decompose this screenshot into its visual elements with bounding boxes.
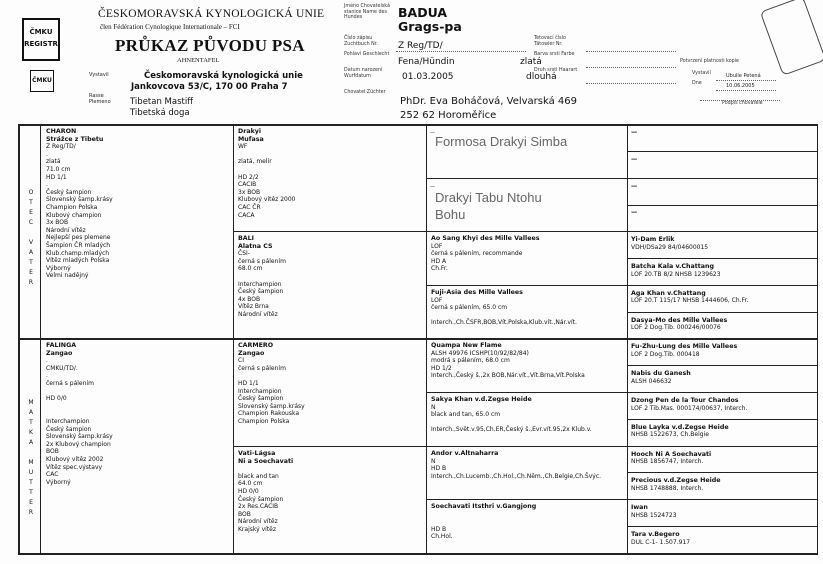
gen3-dash-2: — (430, 184, 435, 190)
side-letter: K (29, 429, 33, 436)
side-letter: E (29, 209, 33, 216)
grandsire-paternal-cell (238, 128, 424, 229)
detail-line: NHSB 1522673, Ch.Belgie (631, 431, 709, 439)
issuer-label: Vystavil (89, 72, 109, 78)
side-letter: T (29, 419, 33, 426)
gen4-ancestor-name: Dzong Pen de la Tour Chandos (631, 397, 739, 404)
gen4-ancestor-name: Hooch Ni A Soechavati (631, 450, 712, 458)
detail-line: Český šampion (238, 288, 284, 296)
detail-line: HD 2/2 (238, 173, 259, 181)
great-grandparent-cell (431, 503, 624, 553)
valid-copy-label: Potvrzení platnosti kopie (680, 59, 739, 64)
detail-line: Interch.,Ch.Lucemb.,Ch.Hol.,Ch.Něm.,Ch.Belgie,Ch.Švýc. (431, 472, 602, 480)
gen4-ancestor-name: Iwan (631, 504, 648, 512)
document-title: PRŮKAZ PŮVODU PSA (115, 36, 305, 55)
side-letter: R (28, 279, 34, 286)
gen4-ancestor-cell (631, 317, 815, 339)
detail-line (238, 166, 424, 174)
gen4-ancestor-cell (631, 263, 815, 285)
detail-line: 3x BOB (46, 219, 69, 227)
issuer-line-2: Jankovcova 53/C, 170 00 Praha 7 (131, 82, 288, 92)
registration-number: Z Reg/TD/ (398, 41, 443, 51)
detail-line: NHSB 1856747, Interch. (631, 458, 704, 466)
grandsire-paternal-name: Drakyi (238, 128, 262, 135)
side-letter: M (28, 399, 34, 406)
breeder-line-1: PhDr. Eva Boháčová, Velvarská 469 (400, 96, 577, 107)
sire-details (46, 143, 230, 280)
name-label: Jméno Chovatelská stanice Name des Hundes (344, 4, 390, 20)
detail-line: Český šampion (238, 395, 284, 403)
detail-line (431, 511, 624, 519)
grandsire-paternal-kennel: Mufasa (238, 135, 264, 143)
detail-line: Národní vítěz (238, 310, 278, 318)
sex-value: Fena/Hündin (398, 57, 455, 67)
detail-line: CAC ČR (238, 203, 261, 211)
side-letter: E (29, 269, 33, 276)
detail-line: Vítěz Brna (238, 303, 269, 311)
gen4-ancestor-cell (631, 451, 815, 473)
detail-line: HD 1/1 (46, 173, 67, 181)
gen4-ancestor-name: Blue Layka v.d.Zegse Heide (631, 423, 729, 431)
detail-line: . (46, 372, 48, 380)
detail-line (238, 151, 424, 159)
detail-line: Vítěz mladých Polska (46, 257, 110, 265)
great-grandparent-name: Andor v.Altnaharra (431, 450, 499, 457)
grandsire-maternal-kennel: Zangao (238, 349, 265, 357)
coat-label: Druh srsti Haarart (534, 68, 578, 73)
gen4-ancestor-cell (631, 477, 815, 499)
detail-line: CMKU/TD/. (46, 364, 78, 372)
great-grandparent-cell (431, 450, 624, 500)
dam-cell (46, 342, 230, 550)
detail-line: 71.0 cm (46, 165, 71, 173)
detail-line (46, 388, 230, 396)
birth-date: 01.03.2005 (402, 72, 454, 82)
detail-line (238, 465, 424, 473)
org-name: ČESKOMORAVSKÁ KYNOLOGICKÁ UNIE (98, 8, 325, 20)
side-letter: A (28, 439, 34, 446)
side-letter: U (28, 469, 34, 476)
gen4-ancestor-cell (631, 290, 815, 312)
side-letter: R (28, 509, 34, 516)
granddam-maternal-name: Vati-Lágsa (238, 450, 276, 457)
breeder-label: Chovatel Züchter (344, 90, 386, 95)
detail-line: HD 1/1 (238, 379, 259, 387)
great-grandparent-cell (431, 235, 624, 285)
detail-line: Interchampion (238, 387, 282, 395)
detail-line: Interch.,Český š.,2x BOB,Nár.vít.,Vít.Brna,Vít.Polska (431, 372, 585, 380)
detail-line: HD 1/2 (431, 364, 452, 372)
detail-line: LOF 2 Tib.Mas. 000174/00637, Interch. (631, 404, 748, 412)
gen4-ancestor-cell (631, 129, 815, 151)
detail-line: HD B (431, 525, 447, 533)
detail-line: Velmi nadějný (46, 272, 89, 280)
reg-underline (396, 51, 526, 52)
granddam-maternal-cell (238, 450, 424, 551)
gen4-ancestor-name: Tara v.Begero (631, 531, 680, 538)
gen4-ancestor-name: — (631, 182, 638, 190)
side-letter: C (28, 219, 34, 226)
detail-line: ALSH 49976 ICSHP(10/92/82/84) (431, 349, 529, 357)
color-label: Barva srsti Farbe (534, 52, 575, 57)
mother-side-label (27, 398, 35, 518)
detail-line: N (431, 457, 436, 465)
gen4-ancestor-name: Yi-Dam Erlik (631, 236, 675, 244)
detail-line (431, 518, 624, 526)
detail-line: 2x Res.CACIB (238, 503, 279, 511)
detail-line: Národní vítěz (46, 226, 86, 234)
born-label: Datum narození Wurfdatum (344, 68, 383, 79)
detail-line: ALSH 046632 (631, 377, 672, 385)
gen4-ancestor-name: — (631, 155, 638, 163)
detail-line: Ch.Fr. (431, 265, 448, 273)
father-side-label (27, 188, 35, 288)
detail-line: NHSB 1748888, Interch. (631, 484, 704, 492)
issued-by-value: Ubulle Petená (726, 73, 761, 79)
detail-line (238, 372, 424, 380)
detail-line: HD B (431, 465, 447, 473)
gen4-ancestor-name: — (631, 209, 638, 217)
handwritten-ancestor-1: Formosa Drakyi Simba (435, 134, 568, 149)
detail-line: DUL C-1- 1.507.917 (631, 538, 691, 546)
issued-label: Vystavil (692, 71, 711, 76)
detail-line: 68.0 cm (238, 265, 263, 273)
document-title-de: AHNENTAFEL (177, 57, 220, 64)
detail-line: BOB (238, 510, 251, 518)
detail-line: LOF (431, 242, 443, 250)
gen4-ancestor-cell (631, 156, 815, 178)
detail-line (238, 273, 424, 281)
detail-line: Národní vítěz (238, 518, 278, 526)
breed-label: Rasse Plemeno (89, 93, 111, 105)
gen4-ancestor-name: — (631, 129, 638, 136)
detail-line: . (46, 357, 48, 365)
detail-line: Český šampion (46, 425, 92, 433)
great-grandparent-cell (431, 396, 624, 446)
detail-line: HD A (431, 257, 447, 265)
detail-line: modrá s pálením, 68.0 cm (431, 357, 510, 365)
detail-line: zlatá (46, 158, 61, 166)
date-label: Dne (692, 81, 702, 86)
detail-line: . (46, 181, 48, 189)
detail-line: černá s pálením (238, 364, 286, 372)
detail-line: 64.0 cm (238, 480, 263, 488)
detail-line: černá s pálením (238, 257, 286, 265)
detail-line: . (46, 150, 48, 158)
coat-value: dlouhá (526, 72, 557, 82)
detail-line (431, 312, 624, 320)
detail-line: Interchampion (238, 280, 282, 288)
detail-line: ČSI- (238, 250, 250, 258)
detail-line: Výborný (46, 478, 71, 486)
side-letter: M (28, 459, 34, 466)
granddam-paternal-details (238, 250, 424, 318)
detail-line: černá s pálením, 65.0 cm (431, 304, 508, 312)
side-letter: O (28, 189, 34, 196)
detail-line: 3x BOB (238, 188, 261, 196)
signature-label: Podpis chovatele (722, 101, 763, 106)
detail-line: Klubový champion (46, 211, 102, 219)
detail-line: LOF 20.TB 8/2 NHSB 1239623 (631, 270, 721, 278)
gen4-ancestor-cell (631, 209, 815, 231)
color-underline (586, 67, 676, 68)
tattoo-label: Tetovací číslo Tätowier Nr. (534, 36, 566, 47)
dam-name: FALINGA (46, 342, 77, 349)
detail-line (46, 403, 230, 411)
side-letter: T (29, 199, 33, 206)
detail-line: HD 0/0 (238, 487, 259, 495)
detail-line (431, 419, 624, 427)
dog-name: BADUA (398, 5, 448, 20)
detail-line: Český šampion (46, 188, 92, 196)
detail-line: LOF 2 Dog.Tib. 000246/00076 (631, 324, 721, 332)
granddam-paternal-kennel: Alatna CS (238, 242, 273, 250)
detail-line: Klubový vítěz 2002 (46, 455, 104, 463)
detail-line: Champion Polska (46, 203, 98, 211)
great-grandparent-name: Fuji-Asia des Mille Vallees (431, 289, 523, 296)
dam-details (46, 357, 230, 486)
grandsire-maternal-cell (238, 342, 424, 443)
gen4-ancestor-cell (631, 504, 815, 526)
dam-kennel: Zangao (46, 349, 73, 357)
side-letter (27, 448, 35, 458)
cmku-small-logo: ČMKU (30, 70, 54, 92)
side-letter: E (29, 499, 33, 506)
side-letter: T (29, 259, 33, 266)
cmku-registr-logo: ČMKU REGISTR (22, 18, 60, 61)
detail-line: VDH/DSa29 84/04600015 (631, 243, 709, 251)
detail-line: Český šampion (238, 495, 284, 503)
sire-name: CHARON (46, 128, 77, 135)
gen3-dash-1: — (430, 130, 435, 136)
gen4-ancestor-name: Precious v.d.Zegse Heide (631, 477, 721, 485)
handwritten-ancestor-2: Drakyi Tabu Ntohu (435, 190, 542, 205)
detail-line: zlatá, melír (238, 158, 272, 166)
grandsire-maternal-name: CARMERO (238, 342, 274, 349)
grandsire-maternal-details (238, 357, 424, 425)
gen4-ancestor-name: Aga Khan v.Chattang (631, 289, 706, 297)
gen4-ancestor-cell (631, 370, 815, 392)
detail-line: Slovenský šamp.krásy (46, 433, 113, 441)
detail-line: Z Reg/TD/ (46, 143, 76, 151)
sire-kennel: Strážce z Tibetu (46, 135, 104, 143)
coat-underline (586, 83, 676, 84)
issued-date-value: 10.06.2005 (726, 83, 755, 89)
detail-line: LOF 20.T 115/17 NHSB 1444606, Ch.Fr. (631, 297, 749, 305)
granddam-paternal-name: BALI (238, 235, 255, 242)
sex-label: Pohlaví Geschlecht (344, 52, 390, 57)
great-grandparent-name: Ao Sang Khyi des Mille Vallees (431, 235, 540, 242)
issuer-line-1: Českomoravská kynologická unie (144, 71, 303, 81)
kennel-name: Grags-pa (398, 19, 462, 34)
side-letter: A (28, 409, 34, 416)
detail-line: Slovenský šamp.krásy (46, 196, 113, 204)
date-underline (716, 90, 776, 91)
gen4-ancestor-name: Dasya-Mo des Mille Vallees (631, 316, 728, 324)
breed-line-1: Tibetan Mastiff (130, 97, 194, 107)
detail-line (46, 410, 230, 418)
issued-underline (716, 80, 776, 81)
tattoo-underline (586, 51, 676, 52)
handwritten-ancestor-2b: Bohu (435, 207, 466, 222)
great-grandparent-name: Sakya Khan v.d.Zegse Heide (431, 396, 532, 403)
gen4-ancestor-name: Batcha Kala v.Chattang (631, 263, 715, 270)
sire-cell (46, 128, 230, 336)
detail-line: Interch.,Svět.v.95,Ch.ER,Český š.,Evr.vít.95,2x Klub.v. (431, 426, 592, 434)
detail-line: Vítěz spec.výstavy (46, 463, 103, 471)
detail-line: CAC (46, 471, 59, 479)
detail-line: NHSB 1524723 (631, 511, 677, 519)
detail-line: Interchampion (46, 417, 90, 425)
breeder-line-2: 252 62 Horoměřice (400, 110, 497, 121)
detail-line: Výborný (46, 264, 71, 272)
grandsire-paternal-details (238, 143, 424, 219)
detail-line: N (431, 403, 436, 411)
detail-line: CACA (238, 211, 255, 219)
great-grandparent-name: Soechavati Itsthri v.Gangjong (431, 503, 537, 510)
detail-line: 2x Klubový champion (46, 440, 111, 448)
gen4-ancestor-cell (631, 531, 815, 553)
gen4-ancestor-name: Fu-Zhu-Lung des Mille Vallees (631, 343, 738, 351)
detail-line: Ch.Hol. (431, 533, 453, 541)
detail-line: BOB (46, 448, 59, 456)
side-letter (27, 228, 35, 238)
color-value: zlatá (520, 57, 542, 67)
granddam-paternal-cell (238, 235, 424, 336)
signature-underline (700, 100, 780, 101)
granddam-maternal-details (238, 465, 424, 533)
detail-line: Interch.,Ch.ČSFR,BOB,Vít.Polska,Klub.vít.,Nár.vít. (431, 319, 577, 327)
gen4-ancestor-name: Nabis du Ganesh (631, 370, 691, 378)
detail-line: Nejlepší pes plemene (46, 234, 111, 242)
gen4-ancestor-cell (631, 343, 815, 365)
detail-line: WF (238, 143, 248, 151)
side-letter: V (28, 239, 34, 246)
detail-line: Champion Polska (238, 417, 290, 425)
detail-line: Slovenský šamp.krásy (238, 402, 305, 410)
detail-line: black and tan, 65.0 cm (431, 411, 501, 419)
detail-line: CACIB (238, 181, 257, 189)
great-grandparent-cell (431, 289, 624, 339)
detail-line: black and tan (238, 472, 279, 480)
breed-line-2: Tibetská doga (130, 108, 190, 118)
gen4-ancestor-cell (631, 183, 815, 205)
detail-line: CI (238, 357, 244, 365)
gen4-ancestor-cell (631, 397, 815, 419)
great-grandparent-cell (431, 342, 624, 392)
gen4-ancestor-cell (631, 236, 815, 258)
detail-line: Šampion ČR mladých (46, 241, 111, 249)
side-letter: A (28, 249, 34, 256)
detail-line: Klubový vítěz 2000 (238, 196, 296, 204)
detail-line: LOF (431, 296, 443, 304)
fci-member-text: člen Fédération Cynologique Internationale – FCI (100, 23, 240, 31)
detail-line: Champion Rakouska (238, 410, 299, 418)
detail-line: LOF 2 Dog.Tib. 000418 (631, 350, 700, 358)
detail-line: 4x BOB (238, 295, 261, 303)
detail-line: HD 0/0 (46, 395, 67, 403)
side-letter: T (29, 479, 33, 486)
side-letter: T (29, 489, 33, 496)
detail-line: Krajský vítěz (238, 525, 277, 533)
granddam-maternal-kennel: Ni a Soechavati (238, 457, 294, 465)
detail-line: černá s pálením (46, 379, 94, 387)
gen4-ancestor-cell (631, 424, 815, 446)
detail-line: černá s pálením, recommande (431, 250, 523, 258)
great-grandparent-name: Quampa New Flame (431, 342, 502, 349)
detail-line: Klub.champ.mladých (46, 249, 110, 257)
reg-label: Číslo zápisu Zuchtbuch Nr. (344, 36, 378, 47)
